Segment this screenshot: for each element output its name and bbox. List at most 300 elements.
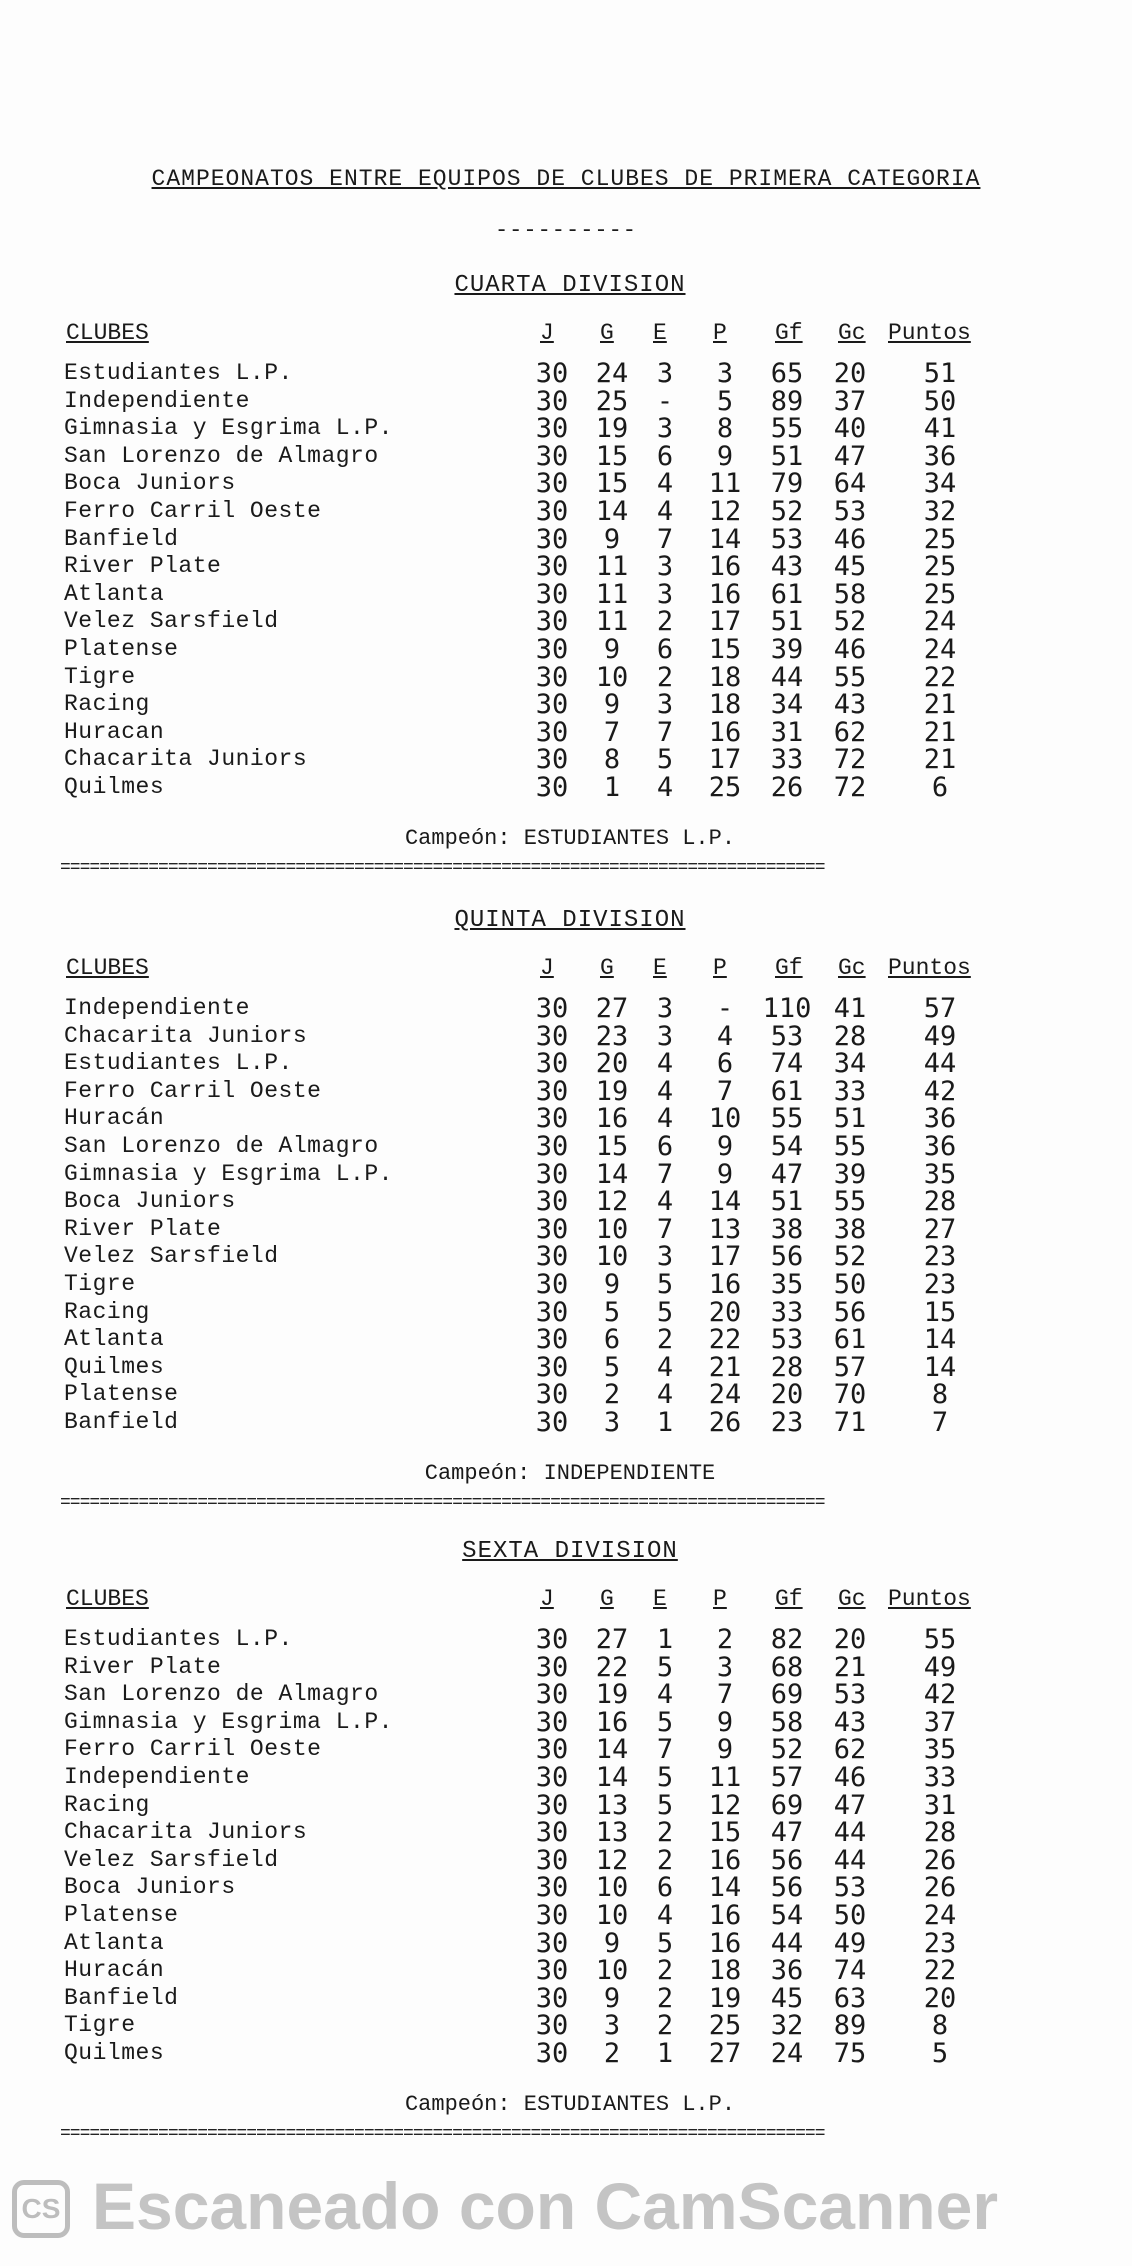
cell-p: 16 [708, 1927, 742, 1959]
column-header-gf: Gf [775, 1586, 803, 1612]
cell-g: 10 [595, 1955, 629, 1987]
cell-g: 12 [595, 1844, 629, 1876]
cell-gc: 53 [833, 1872, 867, 1904]
cell-gf: 23 [770, 1407, 804, 1438]
cell-points: 7 [931, 1407, 949, 1438]
cell-points: 35 [923, 1734, 957, 1766]
cell-p: 12 [708, 496, 742, 527]
cell-j: 30 [535, 1762, 569, 1793]
cell-gc: 63 [833, 1982, 867, 2014]
cell-g: 19 [595, 1679, 629, 1711]
cell-p: 18 [708, 689, 742, 721]
club-name: Racing [64, 1298, 150, 1325]
table-row [60, 360, 1080, 387]
cell-points: 6 [931, 772, 949, 803]
cell-gc: 70 [833, 1379, 867, 1411]
cell-g: 15 [595, 468, 629, 500]
club-name: Estudiantes L.P. [64, 1626, 293, 1652]
cell-points: 24 [923, 634, 957, 665]
cell-gf: 39 [770, 634, 804, 665]
table-row [60, 689, 1080, 721]
cell-gf: 54 [770, 1900, 804, 1931]
cell-j: 30 [535, 551, 569, 583]
cell-p: 16 [708, 1844, 742, 1876]
cell-p: 16 [708, 1269, 742, 1300]
cell-points: 25 [923, 578, 957, 610]
cell-e: 5 [656, 1789, 674, 1821]
division-sexta [60, 1538, 1080, 2158]
champion-line [60, 2092, 1080, 2117]
cell-p: 7 [716, 1075, 734, 1107]
cell-p: 9 [716, 1131, 734, 1162]
cell-j: 30 [535, 2038, 569, 2069]
table-row [60, 468, 1080, 500]
cell-g: 9 [603, 634, 621, 665]
cell-gf: 34 [770, 689, 804, 721]
cell-p: 18 [708, 1955, 742, 1987]
club-name: Atlanta [64, 1929, 165, 1956]
cell-p: 25 [708, 2010, 742, 2042]
table-row [60, 744, 1080, 776]
cell-e: 2 [656, 1817, 674, 1849]
column-header-gf: Gf [775, 320, 803, 346]
cell-g: 5 [603, 1296, 621, 1328]
cell-g: 15 [595, 440, 629, 472]
cell-gf: 89 [770, 385, 804, 417]
cell-j: 30 [535, 661, 569, 693]
cell-gc: 56 [833, 1296, 867, 1328]
cell-j: 30 [535, 468, 569, 500]
cell-gf: 38 [770, 1213, 804, 1245]
camscanner-watermark [12, 2168, 1122, 2248]
club-name: Quilmes [64, 774, 165, 800]
table-row [60, 1241, 1080, 1273]
cell-points: 21 [923, 716, 957, 748]
cell-points: 23 [923, 1269, 957, 1300]
column-header-gc: Gc [838, 1586, 866, 1612]
club-name: Chacarita Juniors [64, 746, 308, 773]
club-name: Velez Sarsfield [64, 1846, 279, 1873]
table-row [60, 1409, 1080, 1436]
cell-e: 5 [656, 1651, 674, 1683]
cell-gc: 57 [833, 1351, 867, 1383]
cell-gc: 46 [833, 1762, 867, 1793]
cell-g: 5 [603, 1351, 621, 1383]
cell-g: 19 [595, 1075, 629, 1107]
cell-gf: 54 [770, 1131, 804, 1162]
cell-g: 10 [595, 661, 629, 693]
table-row [60, 1020, 1080, 1052]
cell-p: 20 [708, 1296, 742, 1328]
division-title: SEXTA DIVISION [462, 1538, 678, 1565]
table-row [60, 1324, 1080, 1356]
cell-points: 22 [923, 1955, 957, 1987]
cell-j: 30 [535, 716, 569, 748]
cell-p: 4 [716, 1020, 734, 1052]
champion-name: ESTUDIANTES L.P. [523, 2091, 736, 2117]
cell-gf: 51 [770, 1186, 804, 1218]
cell-gc: 55 [833, 1131, 867, 1162]
cell-e: 4 [656, 1075, 674, 1107]
cell-j: 30 [535, 1817, 569, 1849]
table-row [60, 1271, 1080, 1298]
club-name: Banfield [64, 1409, 179, 1435]
cell-gf: 53 [770, 1020, 804, 1052]
cell-p: 11 [708, 468, 742, 500]
cell-gf: 74 [770, 1048, 804, 1080]
cell-gc: 72 [833, 772, 867, 803]
cell-p: 7 [716, 1679, 734, 1711]
cell-gf: 52 [770, 496, 804, 527]
cell-e: 7 [656, 1158, 674, 1190]
cell-points: 41 [923, 413, 957, 445]
cell-j: 30 [535, 1706, 569, 1738]
table-row [60, 1213, 1080, 1245]
club-name: Chacarita Juniors [64, 1022, 308, 1049]
cell-gf: 79 [770, 468, 804, 500]
column-header-clubs: CLUBES [66, 320, 149, 346]
cell-points: 34 [923, 468, 957, 500]
cell-g: 9 [603, 1927, 621, 1959]
cell-gc: 49 [833, 1927, 867, 1959]
club-name: Tigre [64, 1271, 136, 1297]
column-header-e: E [653, 955, 667, 981]
table-row [60, 636, 1080, 663]
column-header-e: E [653, 320, 667, 346]
cell-g: 9 [603, 1982, 621, 2014]
cell-p: 6 [716, 1048, 734, 1080]
cell-j: 30 [535, 1324, 569, 1356]
cell-gc: 39 [833, 1158, 867, 1190]
cell-e: 1 [656, 1407, 674, 1438]
cell-gc: 55 [833, 1186, 867, 1218]
club-name: Velez Sarsfield [64, 608, 279, 635]
cell-e: 4 [656, 1679, 674, 1711]
table-row [60, 578, 1080, 610]
cell-g: 8 [603, 744, 621, 776]
cell-p: 9 [716, 1706, 734, 1738]
cell-j: 30 [535, 1789, 569, 1821]
club-name: Ferro Carril Oeste [64, 498, 322, 524]
cell-j: 30 [535, 1020, 569, 1052]
cell-g: 13 [595, 1789, 629, 1821]
cell-j: 30 [535, 440, 569, 472]
cell-j: 30 [535, 606, 569, 638]
cell-gc: 47 [833, 1789, 867, 1821]
club-name: Atlanta [64, 1326, 165, 1353]
cell-points: 28 [923, 1817, 957, 1849]
column-header-g: G [600, 320, 614, 346]
cell-points: 42 [923, 1075, 957, 1107]
cell-g: 14 [595, 496, 629, 527]
table-row [60, 716, 1080, 748]
cell-p: 14 [708, 1186, 742, 1218]
table-row [60, 1158, 1080, 1190]
cell-points: 14 [923, 1351, 957, 1383]
column-header-j: J [540, 1586, 554, 1612]
cell-points: 32 [923, 496, 957, 527]
cell-g: 12 [595, 1186, 629, 1218]
cell-gc: 45 [833, 551, 867, 583]
cell-j: 30 [535, 1900, 569, 1931]
club-name: Boca Juniors [64, 1188, 236, 1215]
cell-e: 3 [656, 689, 674, 721]
cell-j: 30 [535, 1679, 569, 1711]
cell-g: 3 [603, 1407, 621, 1438]
cell-p: 15 [708, 1817, 742, 1849]
cell-e: 5 [656, 1927, 674, 1959]
cell-e: 4 [656, 1379, 674, 1411]
cell-gc: 53 [833, 496, 867, 527]
table-row [60, 1764, 1080, 1791]
page-title: CAMPEONATOS ENTRE EQUIPOS DE CLUBES DE PRIMERA CATEGORIA [151, 166, 981, 192]
cell-gc: 75 [833, 2038, 867, 2069]
cell-gc: 34 [833, 1048, 867, 1080]
cell-gf: 44 [770, 661, 804, 693]
column-header-e: E [653, 1586, 667, 1612]
cell-g: 10 [595, 1213, 629, 1245]
column-header-j: J [540, 320, 554, 346]
cell-gf: 32 [770, 2010, 804, 2042]
champion-name: ESTUDIANTES L.P. [523, 825, 736, 851]
column-header-p: P [713, 955, 727, 981]
cell-j: 30 [535, 1048, 569, 1080]
cell-p: 10 [708, 1103, 742, 1135]
cell-e: 6 [656, 440, 674, 472]
column-header-gc: Gc [838, 955, 866, 981]
cell-points: 28 [923, 1186, 957, 1218]
club-name: Independiente [64, 387, 250, 414]
table-row [60, 1296, 1080, 1328]
cell-g: 11 [595, 606, 629, 638]
table-row [60, 1075, 1080, 1107]
club-name: San Lorenzo de Almagro [64, 442, 379, 469]
cell-j: 30 [535, 1927, 569, 1959]
table-row [60, 1379, 1080, 1411]
cell-points: 8 [931, 1379, 949, 1411]
cell-p: 17 [708, 606, 742, 638]
cell-points: 25 [923, 551, 957, 583]
cell-points: 22 [923, 661, 957, 693]
cell-j: 30 [535, 413, 569, 445]
cell-j: 30 [535, 1213, 569, 1245]
cell-e: 4 [656, 1048, 674, 1080]
table-row [60, 1844, 1080, 1876]
cell-p: 12 [708, 1789, 742, 1821]
cell-p: 17 [708, 1241, 742, 1273]
table-row [60, 498, 1080, 525]
cell-g: 24 [595, 358, 629, 389]
club-name: Huracán [64, 1957, 165, 1984]
column-header-gf: Gf [775, 955, 803, 981]
column-header-gc: Gc [838, 320, 866, 346]
cell-gc: 72 [833, 744, 867, 776]
cell-g: 10 [595, 1241, 629, 1273]
cell-e: 7 [656, 1213, 674, 1245]
club-name: Platense [64, 636, 179, 662]
cell-j: 30 [535, 1407, 569, 1438]
cell-points: 14 [923, 1324, 957, 1356]
cell-j: 30 [535, 744, 569, 776]
club-name: Quilmes [64, 2040, 165, 2066]
cell-gc: 71 [833, 1407, 867, 1438]
column-header-g: G [600, 1586, 614, 1612]
cell-points: 24 [923, 1900, 957, 1931]
cell-g: 11 [595, 578, 629, 610]
club-name: Platense [64, 1902, 179, 1928]
cell-gc: 43 [833, 689, 867, 721]
cell-points: 42 [923, 1679, 957, 1711]
cell-gc: 58 [833, 578, 867, 610]
cell-e: 4 [656, 772, 674, 803]
table-row [60, 1817, 1080, 1849]
cell-gc: 64 [833, 468, 867, 500]
cell-e: 2 [656, 661, 674, 693]
cell-g: 22 [595, 1651, 629, 1683]
column-header-points: Puntos [888, 1586, 971, 1612]
cell-j: 30 [535, 1624, 569, 1655]
column-header-p: P [713, 320, 727, 346]
club-name: Atlanta [64, 580, 165, 607]
column-header-clubs: CLUBES [66, 1586, 149, 1612]
cell-p: 9 [716, 1734, 734, 1766]
cell-j: 30 [535, 496, 569, 527]
cell-gc: 51 [833, 1103, 867, 1135]
cell-g: 23 [595, 1020, 629, 1052]
cell-gf: 58 [770, 1706, 804, 1738]
club-name: Boca Juniors [64, 470, 236, 497]
table-row [60, 1982, 1080, 2014]
cell-gf: 61 [770, 1075, 804, 1107]
cell-g: 2 [603, 1379, 621, 1411]
cell-gf: 65 [770, 358, 804, 389]
cell-points: 50 [923, 385, 957, 417]
cell-gf: 26 [770, 772, 804, 803]
cell-p: 18 [708, 661, 742, 693]
club-name: Ferro Carril Oeste [64, 1736, 322, 1763]
club-name: Ferro Carril Oeste [64, 1077, 322, 1104]
cell-e: 7 [656, 1734, 674, 1766]
cell-gc: 44 [833, 1817, 867, 1849]
cell-e: 5 [656, 1296, 674, 1328]
table-row [60, 1679, 1080, 1711]
column-header-p: P [713, 1586, 727, 1612]
cell-gc: 47 [833, 440, 867, 472]
cell-e: 3 [656, 358, 674, 389]
cell-j: 30 [535, 1296, 569, 1328]
column-header-clubs: CLUBES [66, 955, 149, 981]
cell-gc: 62 [833, 716, 867, 748]
club-name: Banfield [64, 1984, 179, 2011]
cell-g: 27 [595, 993, 629, 1024]
cell-g: 2 [603, 2038, 621, 2069]
cell-gc: 44 [833, 1844, 867, 1876]
cell-p: 19 [708, 1982, 742, 2014]
table-row [60, 1048, 1080, 1080]
cell-p: 2 [716, 1624, 734, 1655]
cell-gf: 53 [770, 1324, 804, 1356]
cell-gf: 51 [770, 440, 804, 472]
table-row [60, 1789, 1080, 1821]
cell-gf: 68 [770, 1651, 804, 1683]
cell-gc: 53 [833, 1679, 867, 1711]
club-name: Velez Sarsfield [64, 1243, 279, 1270]
cell-gf: 35 [770, 1269, 804, 1300]
cell-p: 13 [708, 1213, 742, 1245]
cell-points: 36 [923, 1103, 957, 1135]
cell-j: 30 [535, 1734, 569, 1766]
division-quinta [60, 907, 1080, 1513]
cell-e: 5 [656, 744, 674, 776]
cell-e: 4 [656, 496, 674, 527]
table-row [60, 385, 1080, 417]
cell-j: 30 [535, 358, 569, 389]
cell-gf: 28 [770, 1351, 804, 1383]
champion-line [60, 1461, 1080, 1486]
club-name: Gimnasia y Esgrima L.P. [64, 1708, 393, 1735]
cell-p: 24 [708, 1379, 742, 1411]
cell-e: 1 [656, 1624, 674, 1655]
cell-e: 5 [656, 1762, 674, 1793]
cell-g: 6 [603, 1324, 621, 1356]
cell-p: 9 [716, 440, 734, 472]
cell-g: 9 [603, 1269, 621, 1300]
club-name: Huracán [64, 1105, 165, 1132]
cell-e: 4 [656, 1900, 674, 1931]
cell-points: 33 [923, 1762, 957, 1793]
cell-gc: 89 [833, 2010, 867, 2042]
cell-j: 30 [535, 1269, 569, 1300]
cell-p: 17 [708, 744, 742, 776]
cell-j: 30 [535, 1351, 569, 1383]
cell-j: 30 [535, 993, 569, 1024]
club-name: Estudiantes L.P. [64, 360, 293, 386]
cell-g: 1 [603, 772, 621, 803]
cell-gf: 82 [770, 1624, 804, 1655]
cell-gc: 20 [833, 358, 867, 389]
cell-p: 5 [716, 385, 734, 417]
champion-line [60, 826, 1080, 851]
cell-g: 15 [595, 1131, 629, 1162]
cell-points: 25 [923, 523, 957, 555]
table-row [60, 1651, 1080, 1683]
cell-gf: 36 [770, 1955, 804, 1987]
club-name: Independiente [64, 995, 250, 1021]
table-row [60, 661, 1080, 693]
cell-j: 30 [535, 1844, 569, 1876]
table-row [60, 523, 1080, 555]
cell-points: 20 [923, 1982, 957, 2014]
cell-points: 21 [923, 744, 957, 776]
cell-gf: 47 [770, 1158, 804, 1190]
table-row [60, 1706, 1080, 1738]
cell-gf: 52 [770, 1734, 804, 1766]
table-row [60, 1955, 1080, 1987]
cell-points: 36 [923, 440, 957, 472]
cell-gc: 28 [833, 1020, 867, 1052]
cell-p: - [716, 993, 734, 1024]
table-row [60, 551, 1080, 583]
club-name: River Plate [64, 1653, 222, 1680]
cell-j: 30 [535, 1955, 569, 1987]
table-row [60, 1133, 1080, 1160]
cell-points: 26 [923, 1872, 957, 1904]
cell-gc: 40 [833, 413, 867, 445]
cell-e: 3 [656, 1020, 674, 1052]
cell-e: 2 [656, 1324, 674, 1356]
cell-g: 11 [595, 551, 629, 583]
cell-j: 30 [535, 772, 569, 803]
